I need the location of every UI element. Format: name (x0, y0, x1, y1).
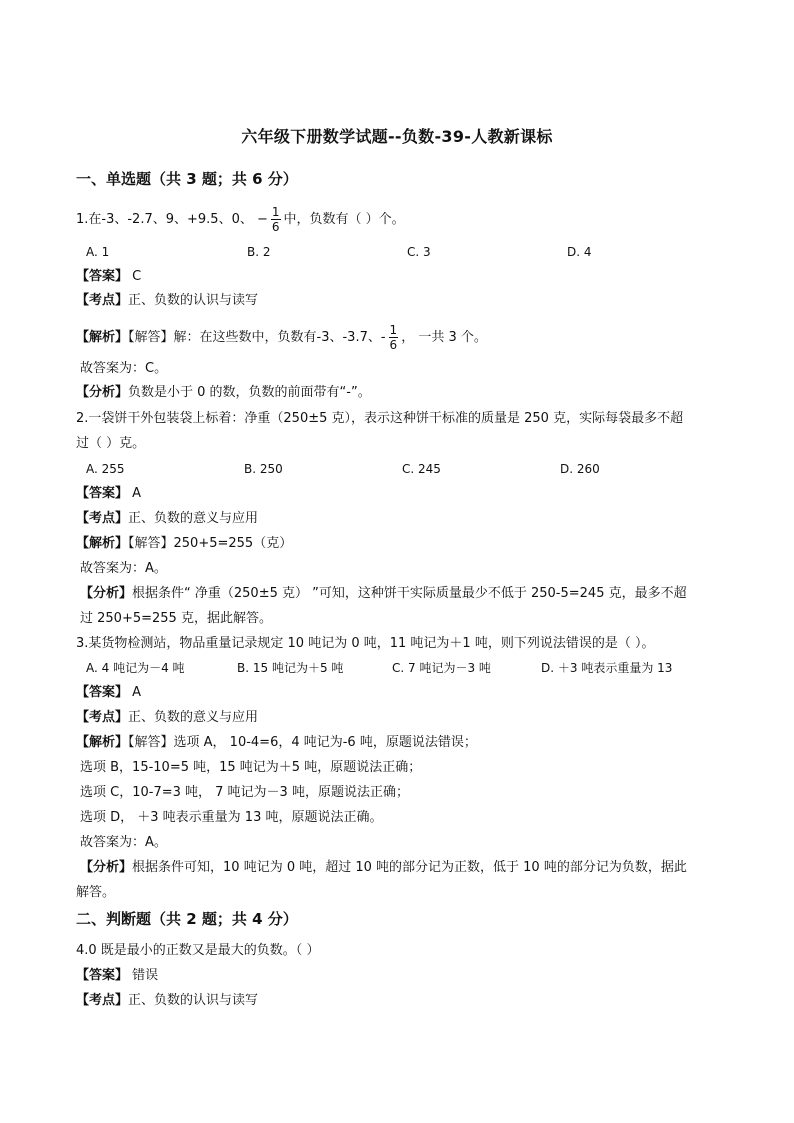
question-2-fenxi-line-1: 【分析】根据条件“ 净重（250±5 克） ”可知，这种饼干实际质量最少不低于 250-5=245 克，最多不超 (80, 586, 687, 601)
question-1-option-a: A. 1 (86, 245, 110, 259)
question-3-stem: 3.某货物检测站，物品重量记录规定 10 吨记为 0 吨，11 吨记为＋1 吨，则下列说法错误的是（ ）。 (76, 636, 655, 651)
question-1-fenxi: 【分析】负数是小于 0 的数，负数的前面带有“-”。 (76, 385, 371, 400)
question-3-fenxi-line-2: 解答。 (76, 885, 116, 900)
question-2-analysis: 【解析】【解答】250+5=255（克） (76, 536, 293, 551)
question-1-option-c: C. 3 (407, 245, 431, 259)
question-3-option-a: A. 4 吨记为－4 吨 (86, 661, 185, 675)
question-1-conclusion: 故答案为：C。 (80, 361, 168, 376)
question-3-fenxi-line-1: 【分析】根据条件可知，10 吨记为 0 吨，超过 10 吨的部分记为正数，低于 10 吨的部分记为负数，据此 (80, 860, 687, 875)
question-3-option-d: D. ＋3 吨表示重量为 13 (541, 661, 673, 675)
question-2-fenxi-line-2: 过 250+5=255 克，据此解答。 (80, 611, 272, 626)
question-2-stem-line-1: 2.一袋饼干外包装袋上标着：净重（250±5 克），表示这种饼干标准的质量是 250 克，实际每袋最多不超 (76, 411, 684, 426)
question-3-analysis-line-2: 选项 B，15-10=5 吨，15 吨记为＋5 吨，原题说法正确； (80, 760, 422, 775)
question-2-point: 【考点】正、负数的意义与应用 (76, 511, 259, 526)
question-2-option-c: C. 245 (402, 462, 441, 476)
question-3-conclusion: 故答案为：A。 (80, 835, 167, 850)
question-1-point: 【考点】正、负数的认识与读写 (76, 293, 259, 308)
question-1-option-b: B. 2 (247, 245, 271, 259)
question-3-analysis-line-4: 选项 D， ＋3 吨表示重量为 13 吨，原题说法正确。 (80, 810, 383, 825)
section-heading-true-false: 二、判断题（共 2 题；共 4 分） (76, 910, 298, 928)
question-4-point: 【考点】正、负数的认识与读写 (76, 993, 259, 1008)
question-1-answer: 【答案】 C (76, 269, 142, 284)
question-1-stem: 1.在-3、-2.7、9、+9.5、0、 − $\frac{1}{6}$ 中，负数有（ ）个。 (76, 205, 405, 234)
fraction: $\frac{1}{6}$ (389, 323, 398, 352)
question-1-option-d: D. 4 (567, 245, 592, 259)
question-3-option-b: B. 15 吨记为＋5 吨 (237, 661, 344, 675)
question-2-stem-line-2: 过（ ）克。 (76, 436, 146, 451)
question-3-analysis-line-1: 【解析】【解答】选项 A， 10-4=6，4 吨记为-6 吨，原题说法错误； (76, 735, 477, 750)
question-2-answer: 【答案】 A (76, 486, 142, 501)
page-title: 六年级下册数学试题--负数-39-人教新课标 (241, 127, 553, 146)
question-3-answer: 【答案】 A (76, 685, 142, 700)
question-4-stem: 4.0 既是最小的正数又是最大的负数。（ ） (76, 943, 320, 958)
question-2-option-d: D. 260 (560, 462, 600, 476)
question-3-option-c: C. 7 吨记为－3 吨 (392, 661, 491, 675)
question-2-conclusion: 故答案为：A。 (80, 561, 167, 576)
question-3-point: 【考点】正、负数的意义与应用 (76, 710, 259, 725)
question-1-analysis: 【解析】【解答】解：在这些数中，负数有-3、-3.7、- $\frac{1}{6}$ ， 一共 3 个。 (76, 323, 487, 352)
fraction: $\frac{1}{6}$ (271, 205, 280, 234)
section-heading-single-choice: 一、单选题（共 3 题；共 6 分） (76, 170, 298, 188)
question-4-answer: 【答案】 错误 (76, 968, 159, 983)
question-2-option-b: B. 250 (244, 462, 283, 476)
question-3-analysis-line-3: 选项 C，10-7=3 吨， 7 吨记为－3 吨，原题说法正确； (80, 785, 409, 800)
question-2-option-a: A. 255 (86, 462, 125, 476)
